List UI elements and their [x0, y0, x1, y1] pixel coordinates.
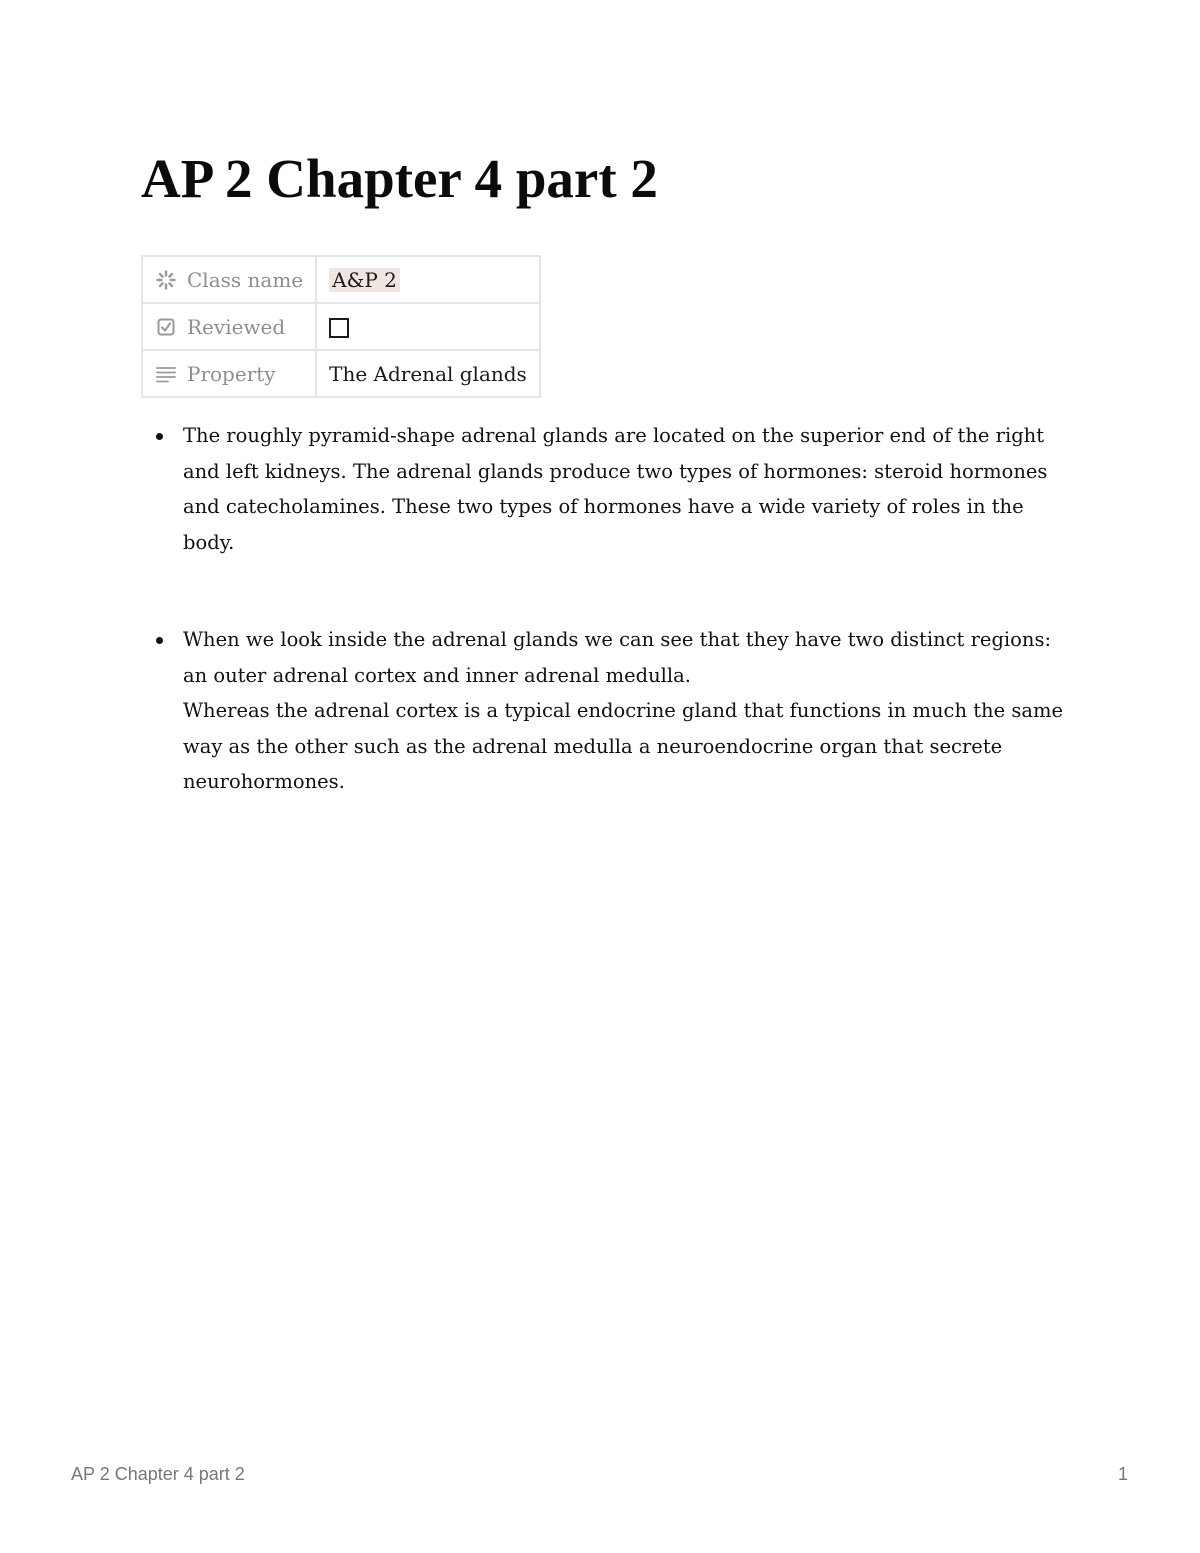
property-label: Reviewed	[187, 314, 286, 339]
property-text-value: The Adrenal glands	[329, 361, 527, 386]
bullet-text: When we look inside the adrenal glands we can see that they have two distinct regions: an outer adrenal cortex and inner adrenal medulla.	[183, 628, 1052, 687]
list-item[interactable]	[141, 418, 1071, 560]
property-key-property[interactable]	[142, 350, 316, 397]
page-content	[141, 418, 1071, 800]
property-row-property	[142, 350, 540, 397]
page-number: 1	[1117, 1464, 1128, 1484]
property-value-class-name[interactable]	[316, 256, 540, 303]
property-label: Class name	[187, 267, 304, 292]
property-label: Property	[187, 361, 276, 386]
class-name-tag: A&P 2	[329, 268, 400, 292]
text-lines-icon	[155, 363, 177, 385]
reviewed-checkbox[interactable]	[329, 318, 349, 338]
checkbox-icon	[155, 316, 177, 338]
bullet-dot-icon	[156, 433, 163, 440]
bullet-text: The roughly pyramid-shape adrenal glands are located on the superior end of the right and left kidneys. The adrenal glands produce two types of hormones: steroid hormones and catecholamines. These two types of hormones have a wide variety of roles in the body.	[183, 424, 1048, 554]
properties-table	[141, 255, 541, 398]
list-item[interactable]	[141, 622, 1071, 800]
property-value-reviewed[interactable]	[316, 303, 540, 350]
bullet-text: Whereas the adrenal cortex is a typical endocrine gland that functions in much the same way as the other such as the adrenal medulla a neuroendocrine organ that secrete neurohormones.	[183, 699, 1064, 793]
property-key-class-name[interactable]	[142, 256, 316, 303]
property-value-property[interactable]	[316, 350, 540, 397]
page-title: AP 2 Chapter 4 part 2	[141, 148, 658, 209]
property-row-class-name	[142, 256, 540, 303]
bullet-dot-icon	[156, 637, 163, 644]
bulleted-list	[141, 418, 1071, 800]
status-spinner-icon	[155, 269, 177, 291]
property-row-reviewed	[142, 303, 540, 350]
footer-title: AP 2 Chapter 4 part 2	[71, 1464, 245, 1484]
property-key-reviewed[interactable]	[142, 303, 316, 350]
